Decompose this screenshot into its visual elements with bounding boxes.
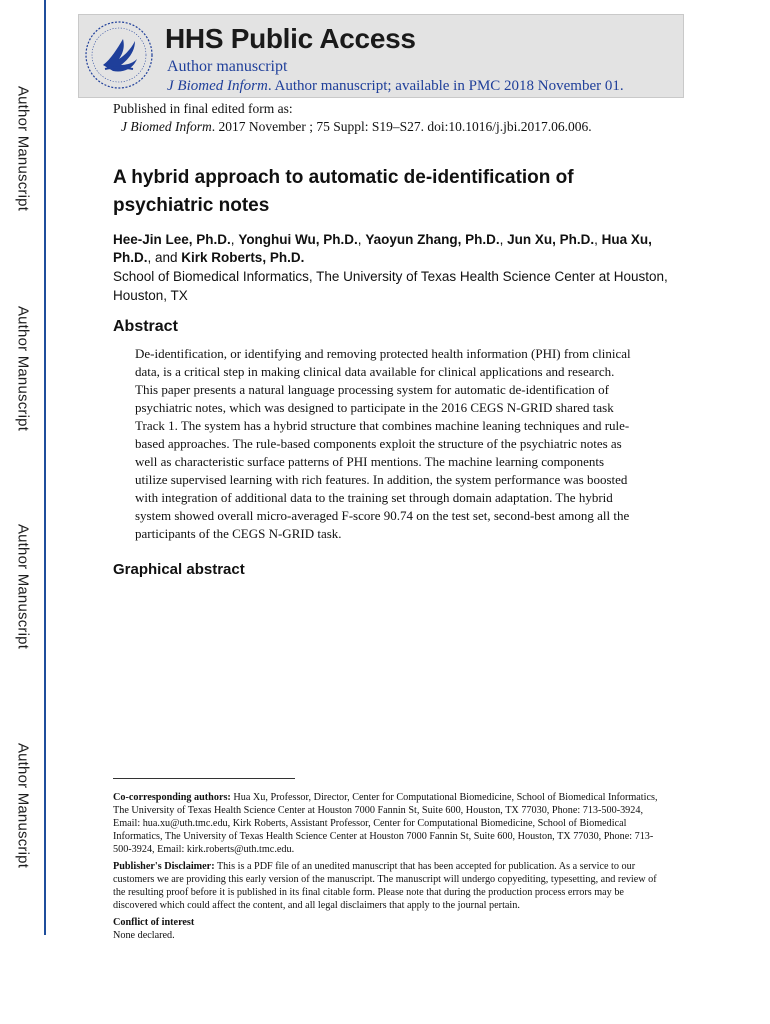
header-subtitle: Author manuscript — [167, 58, 288, 75]
disclaimer-text: This is a PDF file of an unedited manuscript that has been accepted for publication. As a service to our customers we are providing this early version of the manuscript. The manuscript will undergo copyediting, typesetting, and review of the resulting proof before it is published in its final citable form. Please note that during the production process errors may be discovered which could affect the content, and all legal disclaimers that apply to the journal pertain. — [113, 861, 657, 911]
footnotes — [113, 791, 661, 942]
author-separator: , — [357, 232, 366, 247]
author-name: Hua Xu, Ph.D. — [113, 232, 652, 265]
corresponding-label: Co-corresponding authors: — [113, 792, 231, 803]
footnote-conflict — [113, 916, 661, 942]
disclaimer-label: Publisher's Disclaimer: — [113, 861, 215, 872]
conflict-text: None declared. — [113, 930, 175, 941]
author-separator: , — [230, 232, 239, 247]
hhs-eagle-logo-icon — [83, 19, 155, 91]
header-journal-name: J Biomed Inform — [167, 78, 268, 94]
author-manuscript-strip — [0, 0, 46, 935]
affiliation: School of Biomedical Informatics, The University of Texas Health Science Center at Houston, Houston, TX — [113, 269, 668, 303]
author-separator: , — [594, 232, 602, 247]
side-label-2: Author Manuscript — [14, 305, 32, 432]
header-title: HHS Public Access — [165, 23, 416, 54]
author-name: Kirk Roberts, Ph.D. — [181, 250, 305, 265]
author-name: Jun Xu, Ph.D. — [507, 232, 595, 247]
published-line-1: Published in final edited form as: — [113, 101, 293, 116]
side-label-4: Author Manuscript — [14, 742, 32, 869]
corresponding-text: Hua Xu, Professor, Director, Center for Computational Biomedicine, School of Biomedical Informatics, The University of Texas Health Science Center at Houston 7000 Fannin St, Suite 600, Houston, TX 77030, Phone: 713-500-3924, Email: hua.xu@uth.tmc.edu, Kirk Roberts, Assistant Professor, Center for Computational Biomedicine, School of Biomedical Informatics, The University of Texas Health Science Center at Houston 7000 Fannin St, Suite 600, Houston, TX 77030, Phone: 713-500-3924, Email: kirk.roberts@uth.tmc.edu. — [113, 792, 658, 855]
author-separator: , and — [147, 250, 182, 265]
author-name: Yaoyun Zhang, Ph.D. — [365, 232, 500, 247]
header-journal-line — [167, 78, 624, 95]
paper-title: A hybrid approach to automatic de-identification of psychiatric notes — [113, 167, 574, 216]
published-line-2 — [113, 118, 592, 136]
header-journal-rest: . Author manuscript; available in PMC 2018 November 01. — [267, 78, 624, 94]
abstract-body: De-identification, or identifying and removing protected health information (PHI) from clinical data, is a critical step in making clinical data available for clinical applications and research. This paper presents a natural language processing system for automatic de-identification of psychiatric notes, which was designed to participate in the 2016 CEGS N-GRID shared task Track 1. The system has a hybrid structure that combines machine leaning techniques and rule-based approaches. The rule-based components exploit the structure of the psychiatric notes as well as characteristic surface patterns of PHI mentions. The machine learning components utilize supervised learning with rich features. In addition, the system performance was boosted with integration of additional data to the training set through domain adaptation. The hybrid system showed overall micro-averaged F-score 90.74 on the test set, second-best among all the participants of the CEGS N-GRID task. — [135, 346, 631, 541]
abstract-heading: Abstract — [113, 318, 178, 335]
published-info — [113, 100, 592, 136]
author-list — [113, 231, 693, 267]
author-separator: , — [499, 232, 508, 247]
footnote-disclaimer — [113, 860, 661, 912]
conflict-label: Conflict of interest — [113, 917, 195, 928]
published-journal: J Biomed Inform — [121, 119, 212, 134]
side-label-1: Author Manuscript — [14, 85, 32, 212]
author-name: Hee-Jin Lee, Ph.D. — [113, 232, 231, 247]
author-name: Yonghui Wu, Ph.D. — [238, 232, 358, 247]
side-label-3: Author Manuscript — [14, 523, 32, 650]
footnote-rule — [113, 778, 295, 779]
published-citation: . 2017 November ; 75 Suppl: S19–S27. doi:10.1016/j.jbi.2017.06.006. — [211, 119, 592, 134]
side-rule — [44, 0, 46, 935]
hhs-header — [78, 14, 684, 98]
footnote-corresponding — [113, 791, 661, 856]
graphical-abstract-heading: Graphical abstract — [113, 561, 245, 578]
